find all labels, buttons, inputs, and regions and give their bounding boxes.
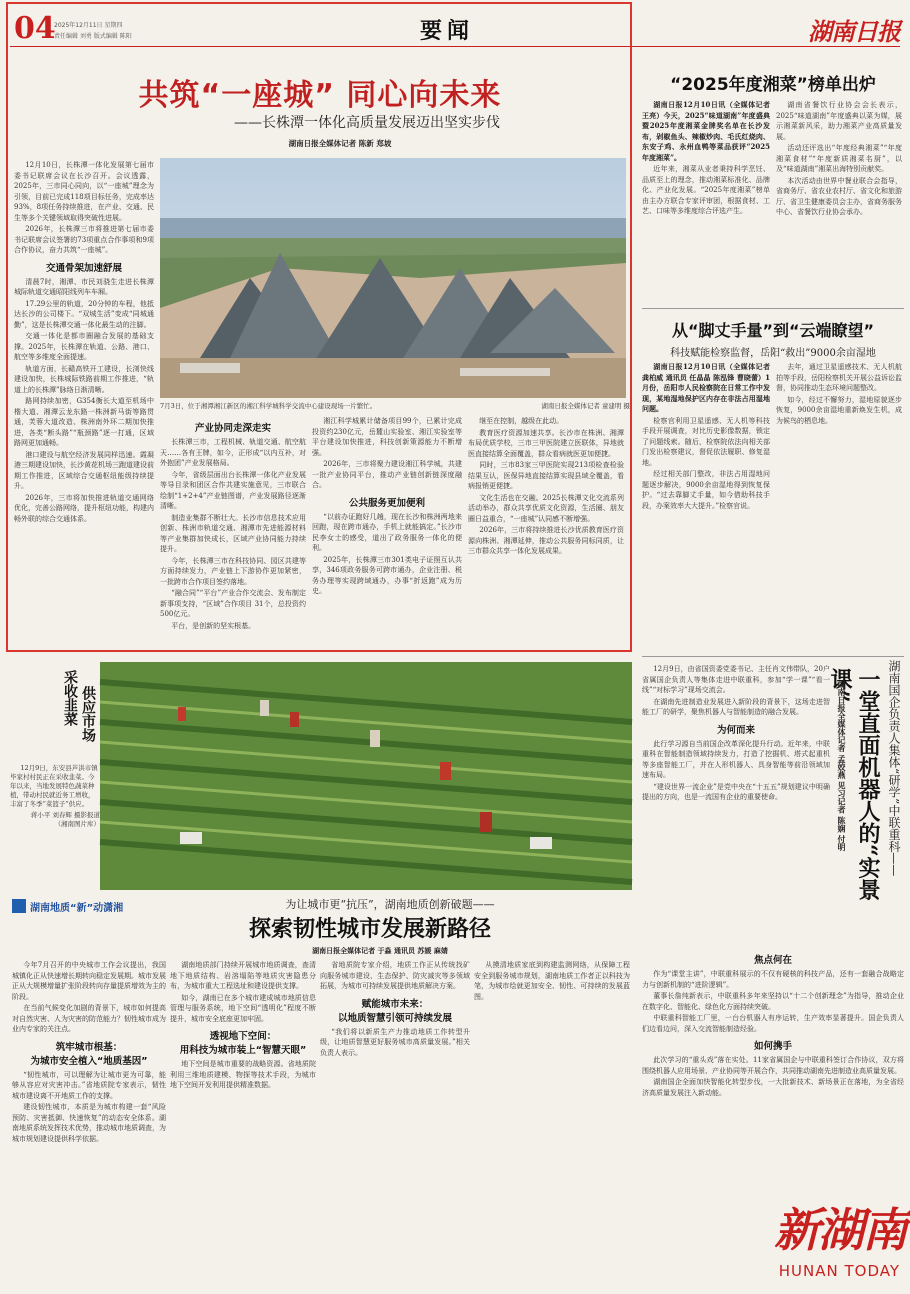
paragraph: “融合同”“平台”产业合作交流会、发布制定新事项支持，“区域”合作项目 31个，总投资约500亿元。: [160, 589, 306, 618]
paragraph: 2026年，三市将聚力建设湘江科学城，共建一批产业协同平台，推动产业链创新链深度融合。: [312, 460, 462, 489]
farm-title-b: 供应市场: [80, 686, 96, 742]
paragraph: 今年，省级层面出台长株潭一体化产业发展等导目录和团区合作共建实施意见，三市联合绘制“1+2+4”产业链图谱，产业发展路径逐渐清晰。: [160, 470, 306, 510]
paragraph: 湖南地质部门持续开展城市地质调查，查清地下地质结构、岩溶塌陷等地质灾害隐患分布，为城市重大工程选址和建设提供支撑。: [170, 961, 316, 990]
paragraph: 此行学习源自当前国企改革深化提升行动。近年来，中联重科在智能制造领域持续发力，打造了挖掘机、塔式起重机等多座智能工厂，并在人形机器人、具身智能等前沿领域加速布局。: [642, 739, 830, 779]
paragraph: 长株潭三市，工程机械、轨道交通、航空航天……各有王牌，如今，正形成“以内互补，对外抱团”产业发展格局。: [160, 438, 306, 467]
paragraph: 建设韧性城市，本质是为城市构建一套“风险预防、灾害抵御、快速恢复”的动态安全体系。湖南地质系统发挥技术优势，推动城市地质调查，为城市规划建设提供科学依据。: [12, 1103, 166, 1143]
paragraph: 2026年，三市将加快推进轨道交通网络优化，完善公路网络，提升枢纽功能，构建内畅外联的综合交通体系。: [14, 493, 154, 523]
paragraph: 清晨7时，湘潭、市民刘骁生走进长株潭城际轨道交通昭阳线列车车厢。: [14, 277, 154, 296]
series-icon: [12, 899, 26, 913]
subhead-industry: 产业协同走深走实: [194, 423, 271, 434]
lead-byline: 湖南日报全媒体记者 陈新 郑坡: [288, 139, 392, 148]
paragraph: 湖南省餐饮行业协会会长表示，2025“味道湖南”年度盛典以菜为媒，展示湘菜新风采，助力湘菜产业高质量发展。: [776, 101, 902, 141]
feature-byline: 湖南日报全媒体记者 于淼 通讯员 苏媛 麻婧: [312, 947, 448, 955]
issue-date: 2025年12月11日 星期四: [54, 22, 123, 29]
feature-column-3: [320, 960, 470, 1290]
subhead-foundation: 筑牢城市根基：: [55, 1041, 123, 1053]
section-name: 要闻: [420, 18, 475, 44]
farm-title-a: 采收韭菜: [62, 670, 78, 726]
paragraph: 此次学习的“重头戏”落在实处。11家省属国企与中联重科签订合作协议，双方将围绕机器人应用场景、产业协同等开展合作，共同推动湖南先进制造业高质量发展。: [642, 1056, 904, 1075]
paragraph: 2025年，长株潭三市301类电子证照互认共享，346项政务服务可跨市通办，企业注册、税务办理等实现跨域通办，办事“折返跑”成为历史。: [312, 555, 462, 595]
feature-title: 探索韧性城市发展新路径: [248, 917, 491, 942]
lead-column-2: [160, 416, 306, 648]
subhead-foundation-2: 为城市安全植入“地质基因”: [30, 1055, 148, 1067]
wetland-title: 从“脚丈手量”到“云端瞭望”: [671, 321, 875, 340]
wetland-column-1: [642, 362, 770, 652]
lead-photo-science-city: [160, 158, 626, 398]
paragraph: “以前办证跑好几趟，现在长沙和株洲两地来回跑，现在跨市通办，手机上就能搞定。”长沙市民李女士的感受，道出了政务服务一体化的便利。: [312, 512, 462, 552]
paragraph: 省地质院专家介绍，地质工作正从传统找矿向服务城市建设、生态保护、防灾减灾等多领域拓展，为城市可持续发展提供地质解决方案。: [320, 961, 470, 990]
paragraph: 轨道方面，长赣高铁开工建设，长浏快线建设加快，长株城际铁路前期工作推进，“轨道上的长株潭”脉络日渐清晰。: [14, 364, 154, 394]
paragraph: 中联重科智能工厂里，一台台机器人有序运转，生产效率显著提升。国企负责人们边看边问，深入交流智能制造经验。: [642, 1014, 904, 1033]
feature-column-1: [12, 960, 166, 1290]
paragraph: 继至在控制，越级在此动。: [479, 417, 564, 425]
paragraph: 制造业集群不断壮大。长沙市信息技术应用创新、株洲市轨道交通、湘潭市先进能源材料等产业集群加快成长，区域产业协同能力持续提升。: [160, 513, 306, 553]
paragraph: 交通一体化是都市圈融合发展的基础支撑。2025年，长株潭在轨道、公路、港口、航空等多维度全面提速。: [14, 332, 154, 361]
wetland-column-2: [776, 362, 902, 652]
paragraph: 平台，是创新的坚实根基。: [171, 621, 256, 630]
paragraph: 活动还评选出“年度经典湘菜”“年度湘菜食材”“年度新质湘菜名厨”，以及“味道湖南”湘菜出海特别贡献奖。: [776, 144, 902, 173]
cuisine-column-2: [776, 100, 902, 300]
footer-logo-en: HUNAN TODAY: [778, 1262, 900, 1280]
cuisine-title: “2025年度湘菜”榜单出炉: [670, 75, 876, 95]
footer-logo-cn: 新湖南: [774, 1203, 906, 1257]
subhead-future: 赋能城市未来：: [361, 998, 429, 1010]
page-number: 04: [14, 11, 56, 46]
paragraph: 检察官利用卫星遥感、无人机等科技手段开展调查，对比历史影像数据，锁定了问题线索。随后，检察院依法向相关部门发出检察建议，督促依法履职、修复湿地。: [642, 416, 770, 467]
photo-caption: 7月3日，位于湘潭湘江新区的湘江科学城科学交流中心建设现场一片繁忙。: [160, 402, 377, 410]
paragraph: 文化生活也在交融。2025长株潭文化交流系列活动举办，群众共享优质文化资源，生活圈、朋友圈日益重合，“一座城”认同感不断增强。: [468, 493, 624, 523]
subhead-future-2: 以地质智慧引领可持续发展: [337, 1012, 452, 1024]
subhead-underground: 透视地下空间：: [209, 1031, 277, 1042]
side-vertical-title: 一堂直面机器人的“实景课”: [827, 668, 881, 901]
lead-column-4: [468, 416, 624, 648]
paragraph: “我们将以新质生产力推动地质工作转型升级，让地质智慧更好服务城市高质量发展。”相关负责人表示。: [320, 1027, 470, 1057]
lead-intro: 12月10日，长株潭一体化发展第七届市委书记联席会议在长沙召开。会议透露，2025年，三市同心同向，以“一座城”理念为引领，目前已完成118项目标任务，完成率达93%，8项任务持续推进，在产业、交通、民生等多个关键领域取得突破性进展。: [14, 161, 154, 222]
subhead-why: 为何而来: [716, 724, 755, 736]
editor-credits: 责任编辑 刘勇 版式编辑 陈阳: [54, 33, 132, 40]
paragraph: 2026年，三市将持续推进长沙优质教育医疗资源向株洲、湘潭延伸，推动公共服务同标同质，让三市群众共享一体化发展成果。: [468, 526, 624, 555]
farm-title-block: [10, 664, 98, 764]
paragraph: 作为“课堂主讲”，中联重科展示的不仅有硬核的科技产品，还有一套融合战略定力与创新机制的“进阶逻辑”。: [642, 970, 904, 989]
side-column-bottom: [642, 948, 904, 1198]
footer-logo: [740, 1200, 906, 1290]
wetland-subtitle: 科技赋能检察监督，岳阳“救出”9000余亩湿地: [670, 348, 876, 359]
paragraph: 从摸清地质家底到构建监测网络，从保障工程安全到服务城市规划，湖南地质工作者正以科技为笔，为城市绘就更加安全、韧性、可持续的发展蓝图。: [474, 961, 630, 1001]
subhead-service: 公共服务更加便利: [348, 497, 425, 509]
subhead-how: 如何携手: [753, 1041, 792, 1052]
feature-column-2: [170, 960, 316, 1290]
lead-column-3: [312, 416, 462, 648]
lead-intro-2: 2026年，长株潭三市将推进第七届市委书记联席会议签署的73项重点合作事项和9项合作协议，奋力共筑“一座城”。: [14, 225, 154, 254]
side-column-top: [642, 664, 830, 944]
paragraph: “建设世界一流企业”是党中央在“十五五”规划建议中明确提出的方向，也是一流国有企业的重要使命。: [642, 782, 830, 801]
divider: [642, 656, 904, 657]
paragraph: “韧性城市，可以理解为让城市更为可靠，能够从容应对灾害冲击。”省地质院专家表示，韧性城市建设离不开地质工作的支撑。: [12, 1070, 166, 1100]
paragraph: 今年，长株潭三市在科技协同、园区共建等方面持续发力，产业链上下游协作更加紧密，一批跨市合作项目签约落地。: [160, 556, 306, 586]
paragraph: 如今，湖南已在多个城市建成城市地质信息管理与服务系统，地下空间“透明化”程度不断提升，城市安全底座更加牢固。: [170, 993, 316, 1023]
paragraph: 如今，经过不懈努力，湿地原貌逐步恢复，9000余亩湿地重新焕发生机，成为候鸟的栖息地。: [776, 395, 902, 425]
farm-caption: 12月9日，东安县芦洪市镇毕家村村民正在采收韭菜。今年以来，当地发展特色蔬菜种植，带动村民就近务工增收，丰富了冬季“菜篮子”供应。: [10, 764, 98, 808]
paragraph: 董事长詹纯新表示，中联重科多年来坚持以“十二个创新理念”为指导，推动企业在数字化、智能化、绿色化方面持续突破。: [642, 992, 904, 1011]
paragraph: 港口建设与航空经济发展同样迅速。霞凝港三期建设加快，长沙黄花机场三跑道建设前期工作推进，区域综合交通枢纽能级持续提升。: [14, 450, 154, 490]
paragraph: 教育医疗资源加速共享。长沙市在株洲、湘潭布局优质学校，三市三甲医院建立医联体，异地就医直接结算全面覆盖，群众看病就医更加便捷。: [468, 428, 624, 458]
cuisine-column-1: [642, 100, 770, 300]
paragraph: 去年，通过卫星遥感技术、无人机航拍等手段，岳阳检察机关开展公益诉讼监督，协同推动生态环境问题整改。: [776, 363, 902, 392]
lead-title: 共筑“一座城” 同心向未来: [138, 78, 502, 113]
paragraph: 湖南日报12月10日讯（全媒体记者 龚柏威 通讯员 任晶晶 陈泓锋 曹晓蕾）1月份，岳阳市人民检察院在日常工作中发现，某地湿地保护区内存在非法占用湿地问题。: [642, 362, 770, 413]
subhead-underground-2: 用科技为城市装上“智慧天眼”: [179, 1045, 307, 1056]
farm-caption-block: [10, 764, 100, 880]
paragraph: 12月9日，由省国资委党委书记、主任肖文伟带队，20户省属国企负责人等集体走进中联重科，参加“学一课”“看一线”“对标学习”现场交流会。: [642, 665, 830, 694]
paragraph: 在当前气候变化加剧的背景下，城市如何提高对自然灾害、人为灾害的防范能力？韧性城市成为业内专家的关注点。: [12, 1004, 166, 1033]
side-vertical-byline: 湖南日报全媒体记者 孟姣燕 见习记者 陈娴 付明: [837, 680, 847, 852]
paragraph: 路网持续加密，G354衡长大道至机场中楷大道、湘潭云龙东路一株洲新马街等路贯通，芙蓉大道改造、株洲南外环二期加快推进，各类“断头路”“瓶颈路”逐一打通，区域路网更加通畅。: [14, 397, 154, 447]
photo-credit: 湖南日报全媒体记者 童建明 摄: [541, 402, 630, 410]
subhead-traffic: 交通骨架加速舒展: [45, 262, 122, 274]
paragraph: 地下空间是城市重要的战略资源。省地质院利用三维地质建模、物探等技术手段，为城市地下空间开发利用提供精准数据。: [170, 1060, 316, 1089]
paragraph: 17.29公里的轨道，20分钟的车程，他抵达长沙的公司楼下。“双城生活”变成“同城通勤”，这是长株潭交通一体化最生动的注脚。: [14, 299, 154, 329]
paragraph: 近年来，湘菜从业者秉持科学烹饪、品质至上的理念，推动湘菜标准化、品牌化、产业化发展。“2025年度湘菜”榜单由主办方联合专家评审团，根据食材、工艺、口味等多维度综合评选产生。: [642, 165, 770, 215]
feature-series-tag: [12, 896, 172, 916]
paragraph: 湖南日报12月10日讯（全媒体记者 王亮）今天，2025“味道湖南”年度盛典暨2025年度湘菜金牌奖名单在长沙发布，剁椒鱼头、辣椒炒肉、毛氏红烧肉、东安子鸡、永州血鸭等菜品获评“2025年度湘菜”。: [642, 100, 770, 162]
feature-kicker: 为让城市更“抗压”，湖南地质创新破题——: [285, 898, 495, 911]
lead-column-1: [14, 160, 154, 648]
lead-subtitle: ——长株潭一体化高质量发展迈出坚实步伐: [234, 115, 500, 131]
paragraph: 湖南国企全面加快智能化转型步伐，一大批新技术、新场景正在落地，为全省经济高质量发展注入新动能。: [642, 1078, 904, 1097]
farm-photo: [100, 662, 632, 890]
divider: [642, 308, 904, 309]
paragraph: 湘江科学城累计储备项目99个，已累计完成投资约230亿元，岳麓山实验室、湘江实验室等平台建设加快推进，科技创新策源能力不断增强。: [312, 417, 462, 457]
feature-column-4: [474, 960, 630, 1290]
paragraph: 同时，三市83家三甲医院实现213项检查检验结果互认，医保异地直接结算实现县域全覆盖，看病报销更便捷。: [468, 461, 624, 490]
side-vertical-kicker: 湖南国企负责人集体“研学”中联重科——: [887, 660, 901, 877]
paragraph: 在湖南先进制造业发展进入新阶段的背景下，这场走进智能工厂的研学，聚焦机器人与智能制造的融合发展。: [642, 697, 830, 716]
series-label: 湖南地质“新”动潇湘: [30, 902, 124, 914]
subhead-focus: 焦点何在: [753, 955, 792, 966]
paragraph: 本次活动由世界中餐业联合会指导，省商务厅、省农业农村厅、省文化和旅游厅、省卫生健康委员会主办，省商务服务中心、省餐饮行业协会承办。: [776, 176, 902, 216]
paragraph: 今年7月召开的中央城市工作会议提出，我国城镇化正从快速增长期转向稳定发展期。城市发展正从大规模增量扩张阶段转向存量提质增效为主的阶段。: [12, 961, 166, 1001]
farm-credit: 蒋小平 刘春辉 摄影报道: [30, 811, 100, 819]
farm-credit-2: （湘南图片库）: [54, 820, 100, 828]
paragraph: 经过相关部门整改，非法占用湿地问题逐步解决，9000余亩湿地得到恢复保护。“过去靠脚丈手量，如今借助科技手段，办案效率大大提升。”检察官说。: [642, 470, 770, 510]
brand-logo: 湖南日报: [808, 17, 900, 46]
